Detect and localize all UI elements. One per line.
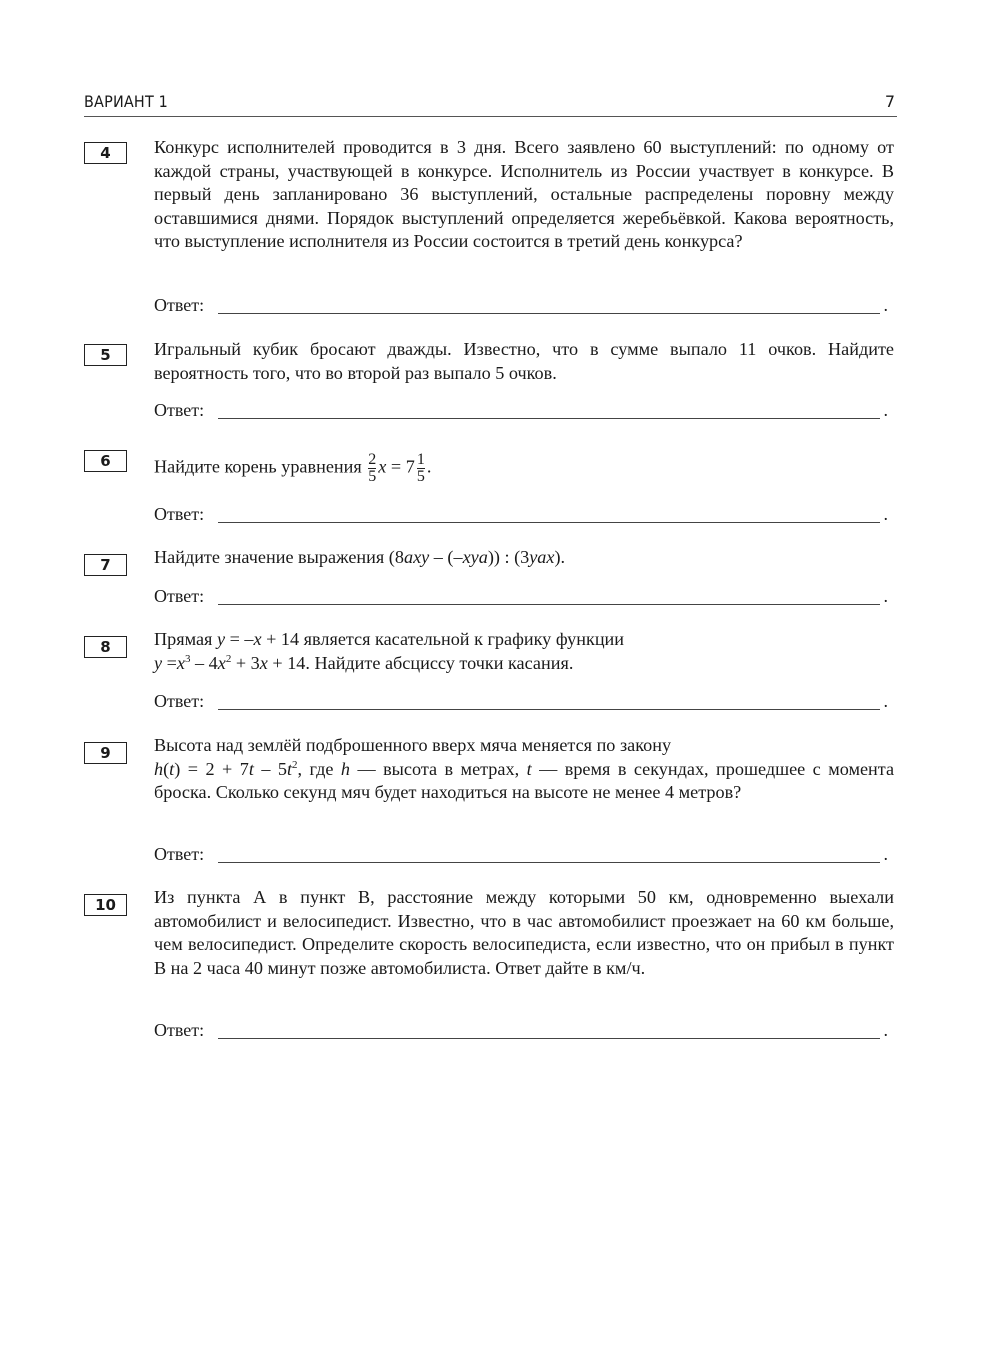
- var-t: t: [286, 758, 293, 779]
- period: .: [426, 456, 432, 477]
- task-text: Конкурс исполнителей проводится в 3 дня. Всего заявлено 60 выступлений: по одному от каждой страны, участвующей в конкурсе. Исполнитель из России участвует в конкурсе. В первый день запланировано 36 выступлений, остальные распределены поровну между оставшимися днями. Порядок выступлений определяется жеребьёвкой. Какова вероятность, что выступление исполнителя из России состоится в третий день конкурса?: [154, 137, 894, 251]
- text: — высота в метрах,: [349, 758, 527, 779]
- task-text: [154, 452, 894, 485]
- answer-line[interactable]: [218, 313, 880, 314]
- expr-x: x: [462, 547, 471, 567]
- text: = 2 + 7: [180, 758, 249, 779]
- task-number-box: 4: [84, 142, 127, 164]
- var-t: t: [248, 758, 254, 779]
- var-x: x: [253, 629, 262, 649]
- answer-line[interactable]: [218, 709, 880, 710]
- task-text: [154, 546, 894, 570]
- answer-dot: .: [883, 504, 888, 524]
- answer-dot: .: [883, 844, 888, 864]
- exponent: 2: [225, 652, 232, 665]
- task-text: [154, 734, 894, 805]
- text: =: [162, 652, 177, 673]
- answer-label: Ответ:: [154, 295, 205, 315]
- text: – 4: [190, 652, 218, 673]
- answer-label: Ответ:: [154, 844, 205, 864]
- text: = –: [225, 629, 254, 649]
- equals-seven: = 7: [390, 456, 415, 477]
- expr-op: )) : (3: [487, 547, 530, 567]
- answer-label: Ответ:: [154, 400, 205, 420]
- text: – 5: [253, 758, 287, 779]
- expr-ya: ya: [470, 547, 488, 567]
- task-text: [154, 628, 894, 675]
- page-number: 7: [884, 92, 895, 111]
- expr-op: – (–: [429, 547, 463, 567]
- expr-yax: yax: [529, 547, 555, 567]
- var-t: t: [526, 758, 532, 779]
- var-h: h: [154, 758, 164, 779]
- answer-line[interactable]: [218, 1038, 880, 1039]
- expr-end: ).: [554, 547, 566, 567]
- answer-field-6[interactable]: [154, 504, 890, 528]
- answer-dot: .: [883, 691, 888, 711]
- var-x: x: [176, 652, 185, 673]
- frac-denominator: 5: [368, 468, 377, 485]
- answer-field-10[interactable]: [154, 1020, 890, 1044]
- task-number-box: 8: [84, 636, 127, 658]
- var-y: y: [216, 629, 226, 649]
- answer-dot: .: [883, 1020, 888, 1040]
- answer-dot: .: [883, 586, 888, 606]
- answer-line[interactable]: [218, 862, 880, 863]
- answer-field-4[interactable]: [154, 295, 890, 319]
- text: — время в секундах, прошедшее с момента броска. Сколько секунд мяч будет находиться на высоте не менее 4 метров?: [154, 758, 895, 802]
- fraction-one-fifth: [417, 452, 425, 485]
- task-text: Игральный кубик бросают дважды. Известно, что в сумме выпало 11 очков. Найдите вероятность того, что во второй раз выпало 5 очков.: [154, 339, 894, 383]
- task-line-1: [154, 628, 894, 652]
- answer-dot: .: [883, 295, 888, 315]
- answer-line[interactable]: [218, 604, 880, 605]
- task-text-prefix: Найдите корень уравнения: [154, 456, 362, 477]
- task-text-prefix: Найдите значение выражения (8: [154, 547, 404, 567]
- answer-field-8[interactable]: [154, 691, 890, 715]
- answer-line[interactable]: [218, 522, 880, 523]
- task-number-box: 7: [84, 554, 127, 576]
- answer-label: Ответ:: [154, 691, 205, 711]
- var-h: h: [340, 758, 350, 779]
- text: + 14. Найдите абсциссу точки касания.: [267, 652, 574, 673]
- answer-field-7[interactable]: [154, 586, 890, 610]
- page-header: [84, 92, 897, 117]
- task-text: Из пункта А в пункт В, расстояние между которыми 50 км, одновременно выехали автомобилист и велосипедист. Известно, что в час автомобилист проезжает на 60 км больше, чем велосипедист. Определите скорость велосипедиста, если известно, что он прибыл в пункт В на 2 часа 40 минут позже автомобилиста. Ответ дайте в км/ч.: [154, 887, 894, 978]
- answer-field-5[interactable]: [154, 400, 890, 424]
- text: Прямая: [154, 629, 217, 649]
- answer-line[interactable]: [218, 418, 880, 419]
- frac-numerator: 1: [416, 451, 425, 468]
- var-x: x: [217, 652, 226, 673]
- answer-label: Ответ:: [154, 504, 205, 524]
- exponent: 3: [184, 652, 191, 665]
- task-number-box: 10: [84, 894, 127, 916]
- answer-label: Ответ:: [154, 1020, 205, 1040]
- answer-dot: .: [883, 400, 888, 420]
- var-x: x: [378, 456, 387, 477]
- var-t: t: [169, 758, 175, 779]
- answer-field-9[interactable]: [154, 844, 890, 868]
- task-line-2: $h(t) = 2 + 7t - 5t^2$, где h — высота в метрах, t — время в секундах, прошедшее с момента броска. Сколько секунд мяч будет находиться на высоте не менее 4 метров?: [154, 758, 895, 802]
- text: , где: [297, 758, 341, 779]
- task-number-box: 5: [84, 344, 127, 366]
- text: + 14 является касательной к графику функции: [261, 629, 625, 649]
- expr-axy: axy: [403, 547, 430, 567]
- frac-denominator: 5: [416, 468, 425, 485]
- task-line-2: [154, 652, 894, 676]
- task-line-1: Высота над землёй подброшенного вверх мяча меняется по закону: [154, 735, 672, 755]
- exponent: 2: [292, 758, 298, 771]
- frac-numerator: 2: [368, 451, 377, 468]
- var-y: y: [154, 652, 163, 673]
- task-number-box: 9: [84, 742, 127, 764]
- task-number-box: 6: [84, 450, 127, 472]
- fraction-two-fifths: [368, 452, 376, 485]
- text: + 3: [231, 652, 260, 673]
- answer-label: Ответ:: [154, 586, 205, 606]
- variant-title: ВАРИАНТ 1: [84, 92, 169, 111]
- var-x: x: [259, 652, 268, 673]
